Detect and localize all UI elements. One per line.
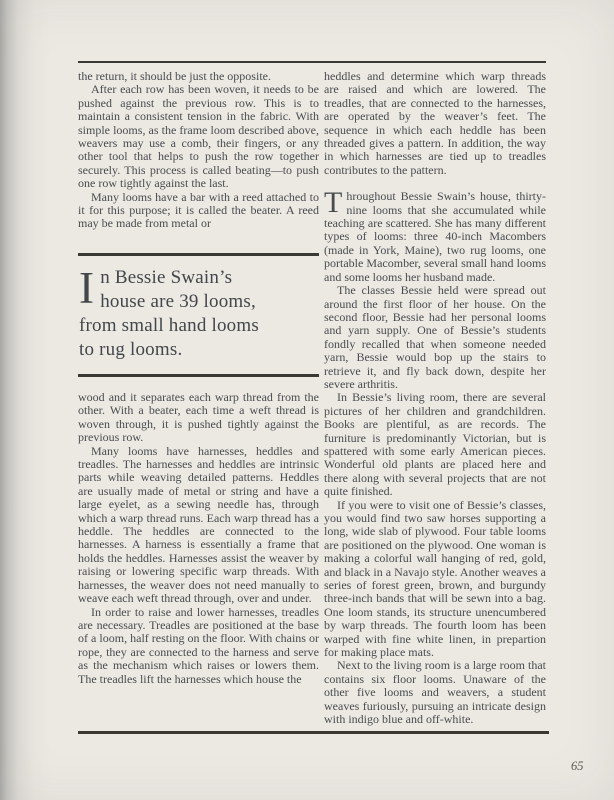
pull-quote-dropcap: I — [79, 263, 95, 313]
section-dropcap: T — [324, 186, 343, 220]
right-column — [324, 70, 546, 730]
body-paragraph: Many looms have harnesses, heddles and treadles. The harnesses and heddles are intrinsic parts while weaving detailed patterns. Heddles are usually made of metal or string and have a large eyelet, as a sewing needle has, through which a warp thread runs. Each warp thread has a heddle. The heddles are connected to the harnesses. A harness is essentially a frame that holds the heddles. Harnesses assist the weaver by raising or lowering specific warp threads. With harnesses, the weaver does not need manually to weave each weft thread through, over and under. — [78, 443, 319, 606]
body-paragraph: After each row has been woven, it needs to be pushed against the previous row. This is to maintain a consistent tension in the fabric. With simple looms, as the frame loom described above, weavers may use a comb, their fingers, or any other tool that helps to push the row together securely. This process is called beating—to push one row tightly against the last. — [78, 82, 319, 191]
pull-quote-line: to rug looms. — [79, 339, 183, 360]
body-paragraph: In order to raise and lower harnesses, treadles are necessary. Treadles are positioned at the base of a loom, half resting on the floor. With chains or rope, they are connected to the harness and serve as the mechanism which raises or lowers them. The treadles lift the harnesses which house the — [78, 604, 319, 686]
pull-quote-line: house are 39 looms, — [100, 291, 256, 312]
pull-quote-line: n Bessie Swain’s — [100, 267, 233, 288]
body-paragraph: Many looms have a bar with a reed attached to it for this purpose; it is called the beater. A reed may be made from metal or — [78, 189, 319, 231]
section-opening-paragraph — [324, 186, 546, 284]
page-content — [78, 70, 546, 730]
body-paragraph: If you were to visit one of Bessie’s classes, you would find two saw horses supporting a long, wide slab of plywood. Four table looms are positioned on the plywood. One woman is making a colorful wall hanging of red, gold, and black in a Navajo style. Another weaves a series of forest green, brown, and burgundy three-inch bands that will be sewn into a bag. One loom stands, its structure unencumbered by warp threads. The fourth loom has been warped with fine white linen, in prepartion for making place mats. — [324, 497, 546, 660]
top-rule — [78, 61, 546, 63]
body-paragraph: wood and it separates each warp thread from the other. With a beater, each time a weft thread is woven through, it is pushed tightly against the previous row. — [78, 391, 319, 445]
left-column-upper-text — [78, 70, 319, 253]
binding-shadow — [0, 0, 52, 800]
pull-quote — [78, 253, 319, 377]
left-column — [78, 70, 319, 730]
section-paragraph-text: hroughout Bessie Swain’s house, thirty-nine looms that she accumulated while teaching are scattered. She has many different types of looms: three 40-inch Macombers (made in York, Maine), two rug looms, one portable Macomber, several small hand looms and some looms her husband made. — [324, 189, 546, 284]
page-number: 65 — [571, 759, 584, 773]
left-column-lower-text — [78, 391, 319, 727]
body-paragraph: In Bessie’s living room, there are several pictures of her children and grandchildren. Books are plentiful, as are records. The furniture is predominantly Victorian, but is spattered with some early American pieces. Wonderful old plants are placed here and there along with several projects that are not quite finished. — [324, 390, 546, 499]
bottom-rule — [78, 731, 549, 734]
body-paragraph: heddles and determine which warp threads are raised and which are lowered. The treadles, that are connected to the harnesses, are operated by the weaver’s feet. The sequence in which each heddle has been threaded gives a pattern. In addition, the way in which harnesses are tied up to treadles contributes to the pattern. — [324, 70, 546, 177]
body-paragraph: the return, it should be just the opposite. — [78, 70, 271, 83]
body-paragraph: The classes Bessie held were spread out around the first floor of her house. On the second floor, Bessie had her personal looms and yarn supply. One of Bessie’s students fondly recalled that when someone needed yarn, Bessie would bop up the stairs to retrieve it, and fly back down, despite her severe arthritis. — [324, 283, 546, 391]
pull-quote-line: from small hand looms — [79, 315, 259, 336]
body-paragraph: Next to the living room is a large room that contains six floor looms. Unaware of the other five looms and weavers, a student weaves furiously, pursuing an intricate design with indigo blue and off-white. — [324, 658, 546, 727]
